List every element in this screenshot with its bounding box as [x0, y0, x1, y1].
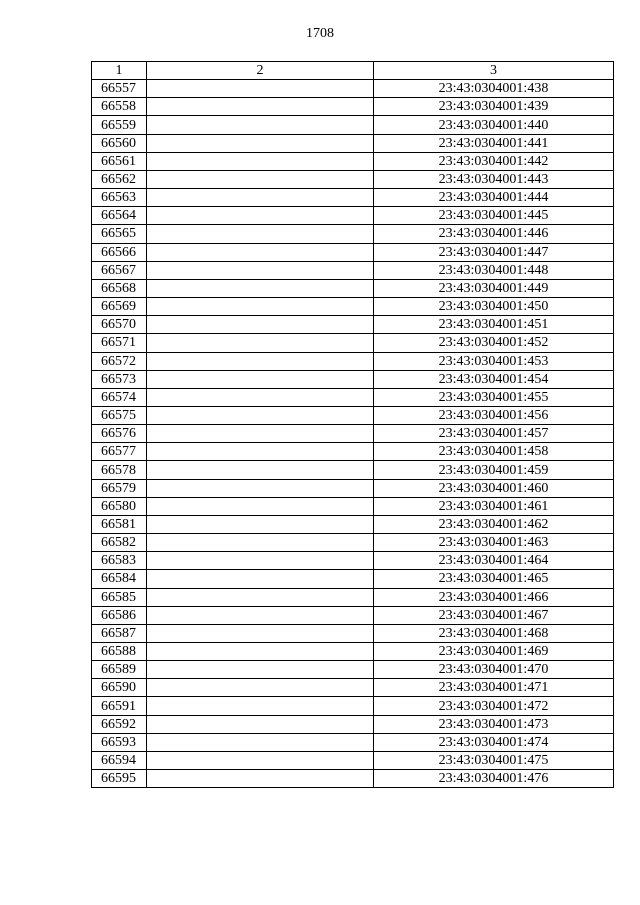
name-cell [147, 515, 374, 533]
row-number-cell: 66572 [92, 352, 147, 370]
table-row [92, 98, 614, 116]
row-number-cell: 66560 [92, 134, 147, 152]
name-cell [147, 279, 374, 297]
row-number-cell: 66588 [92, 643, 147, 661]
name-cell [147, 770, 374, 788]
name-cell [147, 461, 374, 479]
cadastral-number-cell: 23:43:0304001:465 [374, 570, 614, 588]
name-cell [147, 588, 374, 606]
table-row [92, 170, 614, 188]
name-cell [147, 751, 374, 769]
cadastral-number-cell: 23:43:0304001:462 [374, 515, 614, 533]
row-number-cell: 66576 [92, 425, 147, 443]
cadastral-number-cell: 23:43:0304001:440 [374, 116, 614, 134]
table-row [92, 733, 614, 751]
cadastral-number-cell: 23:43:0304001:469 [374, 643, 614, 661]
cadastral-number-cell: 23:43:0304001:454 [374, 370, 614, 388]
cadastral-number-cell: 23:43:0304001:443 [374, 170, 614, 188]
cadastral-number-cell: 23:43:0304001:449 [374, 279, 614, 297]
row-number-cell: 66570 [92, 316, 147, 334]
table-row [92, 406, 614, 424]
table-row [92, 479, 614, 497]
name-cell [147, 443, 374, 461]
table-row [92, 606, 614, 624]
table-row [92, 679, 614, 697]
table-row [92, 751, 614, 769]
row-number-cell: 66591 [92, 697, 147, 715]
cadastral-number-cell: 23:43:0304001:453 [374, 352, 614, 370]
cadastral-number-cell: 23:43:0304001:450 [374, 298, 614, 316]
table-row [92, 461, 614, 479]
row-number-cell: 66581 [92, 515, 147, 533]
name-cell [147, 570, 374, 588]
name-cell [147, 225, 374, 243]
table-row [92, 770, 614, 788]
row-number-cell: 66567 [92, 261, 147, 279]
table-row [92, 370, 614, 388]
table-row [92, 279, 614, 297]
name-cell [147, 243, 374, 261]
row-number-cell: 66578 [92, 461, 147, 479]
table-row [92, 243, 614, 261]
table-row [92, 352, 614, 370]
table-row [92, 207, 614, 225]
cadastral-number-cell: 23:43:0304001:473 [374, 715, 614, 733]
name-cell [147, 116, 374, 134]
table-row [92, 388, 614, 406]
name-cell [147, 388, 374, 406]
name-cell [147, 298, 374, 316]
cadastral-number-cell: 23:43:0304001:472 [374, 697, 614, 715]
table-row [92, 570, 614, 588]
cadastral-number-cell: 23:43:0304001:455 [374, 388, 614, 406]
cadastral-number-cell: 23:43:0304001:474 [374, 733, 614, 751]
name-cell [147, 715, 374, 733]
name-cell [147, 370, 374, 388]
table-row [92, 316, 614, 334]
cadastral-number-cell: 23:43:0304001:446 [374, 225, 614, 243]
row-number-cell: 66566 [92, 243, 147, 261]
name-cell [147, 170, 374, 188]
cadastral-number-cell: 23:43:0304001:460 [374, 479, 614, 497]
table-row [92, 697, 614, 715]
cadastral-number-cell: 23:43:0304001:471 [374, 679, 614, 697]
row-number-cell: 66559 [92, 116, 147, 134]
cadastral-number-cell: 23:43:0304001:463 [374, 534, 614, 552]
cadastral-number-cell: 23:43:0304001:457 [374, 425, 614, 443]
table-row [92, 588, 614, 606]
cadastral-number-cell: 23:43:0304001:470 [374, 661, 614, 679]
table-row [92, 534, 614, 552]
column-header-1: 1 [92, 62, 147, 80]
table-row [92, 116, 614, 134]
row-number-cell: 66575 [92, 406, 147, 424]
name-cell [147, 552, 374, 570]
cadastral-number-cell: 23:43:0304001:445 [374, 207, 614, 225]
row-number-cell: 66564 [92, 207, 147, 225]
name-cell [147, 207, 374, 225]
table-header [92, 62, 614, 80]
row-number-cell: 66582 [92, 534, 147, 552]
table-row [92, 189, 614, 207]
name-cell [147, 134, 374, 152]
row-number-cell: 66568 [92, 279, 147, 297]
row-number-cell: 66580 [92, 497, 147, 515]
table-row [92, 443, 614, 461]
row-number-cell: 66573 [92, 370, 147, 388]
table-row [92, 515, 614, 533]
name-cell [147, 624, 374, 642]
row-number-cell: 66592 [92, 715, 147, 733]
name-cell [147, 534, 374, 552]
cadastral-number-cell: 23:43:0304001:466 [374, 588, 614, 606]
row-number-cell: 66589 [92, 661, 147, 679]
row-number-cell: 66574 [92, 388, 147, 406]
table-row [92, 134, 614, 152]
cadastral-number-cell: 23:43:0304001:456 [374, 406, 614, 424]
row-number-cell: 66563 [92, 189, 147, 207]
table-row [92, 425, 614, 443]
name-cell [147, 261, 374, 279]
table-body [92, 80, 614, 788]
table-row [92, 334, 614, 352]
row-number-cell: 66577 [92, 443, 147, 461]
cadastral-number-cell: 23:43:0304001:438 [374, 80, 614, 98]
name-cell [147, 606, 374, 624]
name-cell [147, 697, 374, 715]
register-table [91, 61, 614, 788]
cadastral-number-cell: 23:43:0304001:447 [374, 243, 614, 261]
name-cell [147, 497, 374, 515]
page-number: 1708 [306, 26, 334, 41]
name-cell [147, 733, 374, 751]
row-number-cell: 66584 [92, 570, 147, 588]
column-header-2: 2 [147, 62, 374, 80]
row-number-cell: 66590 [92, 679, 147, 697]
name-cell [147, 80, 374, 98]
row-number-cell: 66587 [92, 624, 147, 642]
row-number-cell: 66558 [92, 98, 147, 116]
cadastral-number-cell: 23:43:0304001:451 [374, 316, 614, 334]
table-row [92, 643, 614, 661]
row-number-cell: 66561 [92, 152, 147, 170]
row-number-cell: 66595 [92, 770, 147, 788]
column-header-3: 3 [374, 62, 614, 80]
name-cell [147, 98, 374, 116]
name-cell [147, 661, 374, 679]
cadastral-number-cell: 23:43:0304001:459 [374, 461, 614, 479]
name-cell [147, 152, 374, 170]
table-row [92, 261, 614, 279]
name-cell [147, 189, 374, 207]
table-row [92, 152, 614, 170]
cadastral-number-cell: 23:43:0304001:439 [374, 98, 614, 116]
cadastral-number-cell: 23:43:0304001:442 [374, 152, 614, 170]
cadastral-number-cell: 23:43:0304001:444 [374, 189, 614, 207]
table-row [92, 661, 614, 679]
table-row [92, 715, 614, 733]
cadastral-number-cell: 23:43:0304001:475 [374, 751, 614, 769]
row-number-cell: 66583 [92, 552, 147, 570]
name-cell [147, 425, 374, 443]
cadastral-number-cell: 23:43:0304001:458 [374, 443, 614, 461]
row-number-cell: 66557 [92, 80, 147, 98]
table-row [92, 298, 614, 316]
name-cell [147, 352, 374, 370]
name-cell [147, 679, 374, 697]
name-cell [147, 643, 374, 661]
row-number-cell: 66565 [92, 225, 147, 243]
name-cell [147, 316, 374, 334]
row-number-cell: 66562 [92, 170, 147, 188]
row-number-cell: 66593 [92, 733, 147, 751]
table-row [92, 80, 614, 98]
row-number-cell: 66569 [92, 298, 147, 316]
cadastral-number-cell: 23:43:0304001:452 [374, 334, 614, 352]
row-number-cell: 66585 [92, 588, 147, 606]
table-row [92, 624, 614, 642]
cadastral-number-cell: 23:43:0304001:468 [374, 624, 614, 642]
header-row [92, 62, 614, 80]
cadastral-number-cell: 23:43:0304001:476 [374, 770, 614, 788]
row-number-cell: 66571 [92, 334, 147, 352]
cadastral-number-cell: 23:43:0304001:448 [374, 261, 614, 279]
cadastral-number-cell: 23:43:0304001:441 [374, 134, 614, 152]
row-number-cell: 66594 [92, 751, 147, 769]
cadastral-number-cell: 23:43:0304001:464 [374, 552, 614, 570]
name-cell [147, 334, 374, 352]
table-row [92, 552, 614, 570]
name-cell [147, 479, 374, 497]
table-row [92, 225, 614, 243]
row-number-cell: 66586 [92, 606, 147, 624]
cadastral-number-cell: 23:43:0304001:467 [374, 606, 614, 624]
cadastral-number-cell: 23:43:0304001:461 [374, 497, 614, 515]
table-row [92, 497, 614, 515]
row-number-cell: 66579 [92, 479, 147, 497]
name-cell [147, 406, 374, 424]
